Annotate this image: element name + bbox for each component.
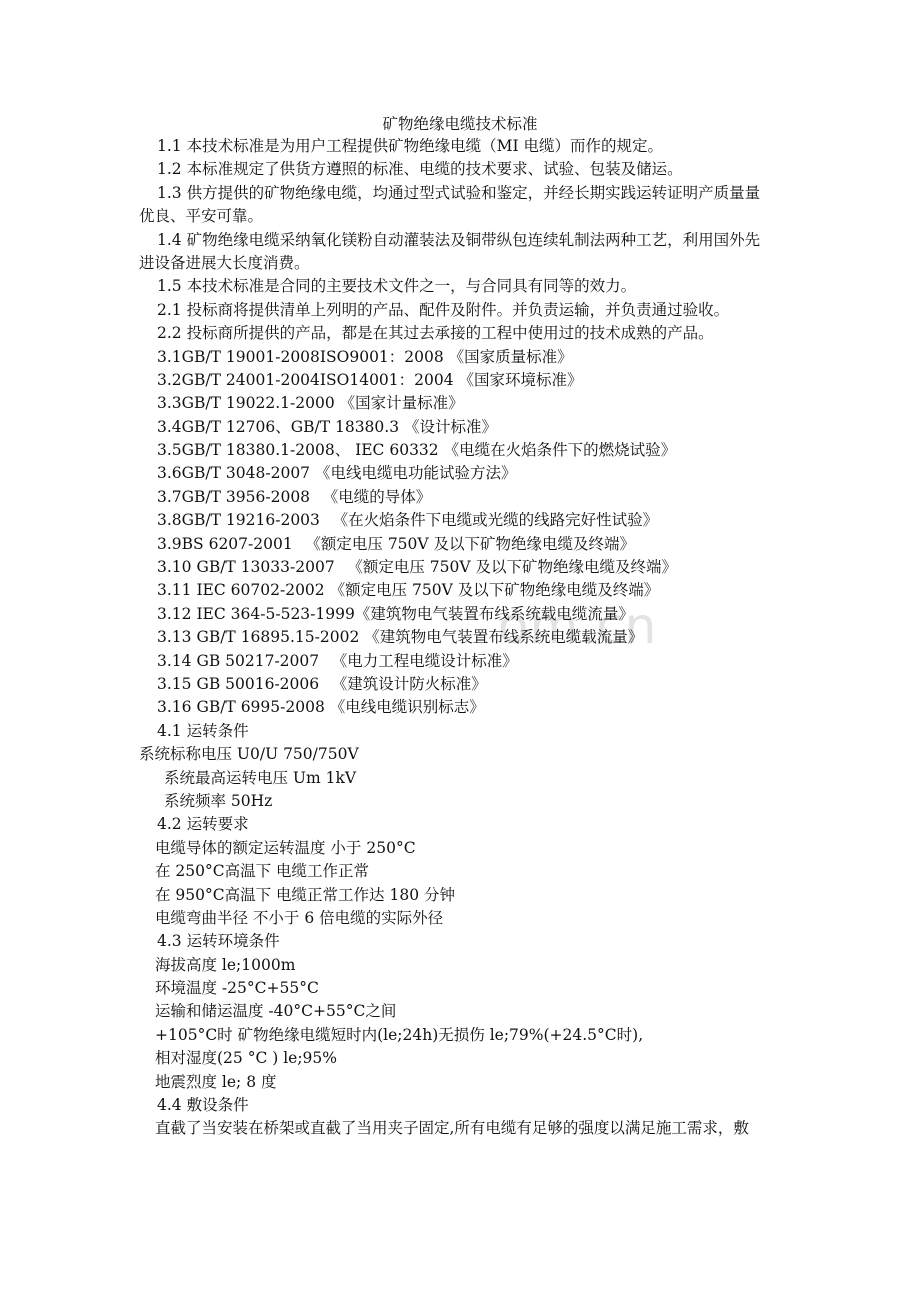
text-line: 3.13 GB/T 16895.15-2002 《建筑物电气装置布线系统电缆载流量》 <box>157 628 644 647</box>
watermark: om.cn <box>498 597 658 655</box>
text-line: 3.6GB/T 3048-2007 《电线电缆电功能试验方法》 <box>157 464 517 483</box>
text-line: 3.3GB/T 19022.1-2000 《国家计量标准》 <box>157 394 464 413</box>
text-line: 4.4 敷设条件 <box>157 1096 249 1115</box>
text-line: 优良、平安可靠。 <box>139 207 264 226</box>
text-line: 1.5 本技术标准是合同的主要技术文件之一，与合同具有同等的效力。 <box>157 277 637 296</box>
text-line: 2.1 投标商将提供清单上列明的产品、配件及附件。并负责运输，并负责通过验收。 <box>157 300 730 319</box>
text-line: 3.14 GB 50217-2007 《电力工程电缆设计标准》 <box>157 651 518 670</box>
text-line: 地震烈度 le; 8 度 <box>155 1072 277 1091</box>
text-line: 1.1 本技术标准是为用户工程提供矿物绝缘电缆（MI 电缆）而作的规定。 <box>157 137 663 155</box>
text-line: 4.2 运转要求 <box>157 815 249 834</box>
text-line: 海拔高度 le;1000m <box>155 955 296 974</box>
text-line: 环境温度 -25°C+55°C <box>155 979 319 998</box>
text-line: 在 950°C高温下 电缆正常工作达 180 分钟 <box>155 885 455 904</box>
text-line: 3.11 IEC 60702-2002 《额定电压 750V 及以下矿物绝缘电缆及终端》 <box>157 581 660 600</box>
text-line: 3.1GB/T 19001-2008ISO9001：2008 《国家质量标准》 <box>157 347 573 366</box>
text-line: 3.5GB/T 18380.1-2008、 IEC 60332 《电缆在火焰条件下的燃烧试验》 <box>157 441 677 460</box>
text-line: 1.3 供方提供的矿物绝缘电缆，均通过型式试验和鉴定，并经长期实践运转证明产质量量 <box>157 183 761 202</box>
text-line: 在 250°C高温下 电缆工作正常 <box>155 862 370 881</box>
text-line: 电缆弯曲半径 不小于 6 倍电缆的实际外径 <box>155 908 444 927</box>
text-line: 系统标称电压 U0/U 750/750V <box>139 745 359 764</box>
text-line: 4.1 运转条件 <box>157 721 249 740</box>
text-line: 1.4 矿物绝缘电缆采纳氧化镁粉自动灌装法及铜带纵包连续轧制法两种工艺，利用国外先 <box>157 230 761 249</box>
text-line: 运输和储运温度 -40°C+55°C之间 <box>155 1002 397 1021</box>
text-line: +105°C时 矿物绝缘电缆短时内(le;24h)无损伤 le;79%(+24.5°C时), <box>155 1025 644 1044</box>
text-line: 相对湿度(25 °C ) le;95% <box>155 1049 338 1068</box>
text-line: 直截了当安装在桥架或直截了当用夹子固定,所有电缆有足够的强度以满足施工需求，敷 <box>155 1119 749 1138</box>
text-line: 系统最高运转电压 Um 1kV <box>164 768 357 787</box>
text-line: 3.4GB/T 12706、GB/T 18380.3 《设计标准》 <box>157 417 498 436</box>
text-line: 系统频率 50Hz <box>164 791 273 810</box>
text-line: 3.15 GB 50016-2006 《建筑设计防火标准》 <box>157 674 487 693</box>
text-line: 4.3 运转环境条件 <box>157 932 280 951</box>
document-body <box>0 135 920 1141</box>
text-line: 3.8GB/T 19216-2003 《在火焰条件下电缆或光缆的线路完好性试验》 <box>157 511 659 530</box>
text-line: 3.2GB/T 24001-2004ISO14001：2004 《国家环境标准》 <box>157 370 583 389</box>
text-line: 3.16 GB/T 6995-2008 《电线电缆识别标志》 <box>157 698 485 717</box>
text-line: 2.2 投标商所提供的产品，都是在其过去承接的工程中使用过的技术成熟的产品。 <box>157 324 714 343</box>
text-line: 3.12 IEC 364-5-523-1999《建筑物电气装置布线系统载电缆流量》 <box>157 604 634 623</box>
text-line: 3.10 GB/T 13033-2007 《额定电压 750V 及以下矿物绝缘电缆及终端》 <box>157 558 678 577</box>
text-line: 进设备进展大长度消费。 <box>139 253 310 272</box>
text-line: 电缆导体的额定运转温度 小于 250°C <box>155 838 416 857</box>
document-title: 矿物绝缘电缆技术标准 <box>382 115 538 133</box>
text-line: 1.2 本标准规定了供货方遵照的标准、电缆的技术要求、试验、包装及储运。 <box>157 160 683 179</box>
text-line: 3.7GB/T 3956-2008 《电缆的导体》 <box>157 487 432 506</box>
text-line: 3.9BS 6207-2001 《额定电压 750V 及以下矿物绝缘电缆及终端》 <box>157 534 636 553</box>
